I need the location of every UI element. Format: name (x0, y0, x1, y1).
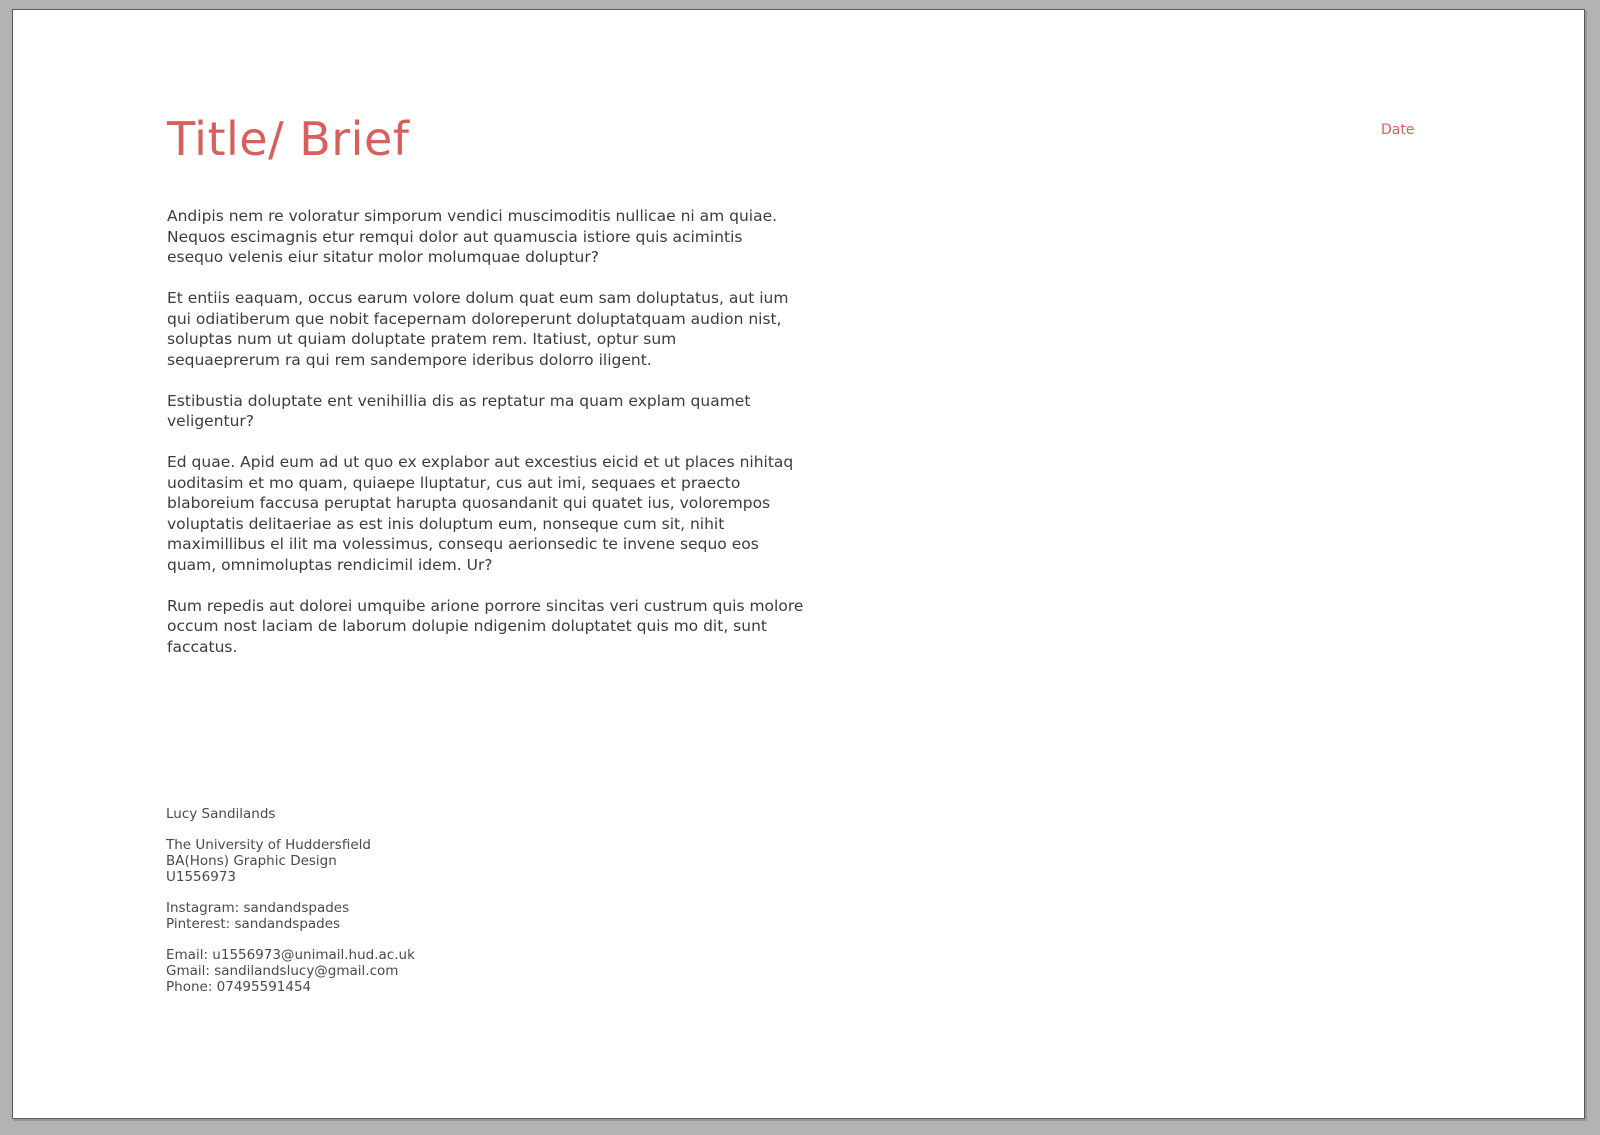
author-name: Lucy Sandilands (166, 806, 276, 822)
university-name: The University of Huddersfield (166, 837, 371, 853)
contact-social-group (166, 900, 566, 932)
contact-details-group (166, 947, 566, 995)
phone-number: Phone: 07495591454 (166, 979, 312, 995)
instagram-handle: Instagram: sandandspades (166, 900, 350, 916)
date-label: Date (1381, 122, 1415, 138)
contact-block (166, 806, 566, 1010)
pinterest-handle: Pinterest: sandandspades (166, 916, 341, 932)
student-id: U1556973 (166, 869, 237, 885)
page-title: Title/ Brief (167, 112, 410, 166)
paragraph-1: Andipis nem re voloratur simporum vendici muscimoditis nullicae ni am quiae. Nequos escimagnis etur remqui dolor aut quamuscia istiore quis acimintis esequo velenis eiur sitatur molor molumquae doluptur? (167, 207, 778, 266)
course-name: BA(Hons) Graphic Design (166, 853, 337, 869)
contact-name-group (166, 806, 566, 822)
contact-education-group (166, 837, 566, 885)
paragraph-3: Estibustia doluptate ent venihillia dis as reptatur ma quam explam quamet veligentur? (167, 391, 751, 430)
email-address: Email: u1556973@unimail.hud.ac.uk (166, 947, 415, 963)
document-page (12, 9, 1585, 1119)
gmail-address: Gmail: sandilandslucy@gmail.com (166, 963, 399, 979)
paragraph-5: Rum repedis aut dolorei umquibe arione porrore sincitas veri custrum quis molore occum nost laciam de laborum dolupie ndigenim doluptatet quis mo dit, sunt faccatus. (167, 596, 804, 656)
body-text (167, 206, 827, 678)
paragraph-2: Et entiis eaquam, occus earum volore dolum quat eum sam doluptatus, aut ium qui odiatiberum que nobit facepernam doloreperunt doluptatquam audion nist, soluptas num ut quiam doluptate pratem rem. Itatiust, optur sum sequaeprerum ra qui rem sandempore ideribus dolorro iligent. (167, 289, 789, 369)
paragraph-4: Ed quae. Apid eum ad ut quo ex explabor aut excestius eicid et ut places nihitaq uoditasim et mo quam, quiaepe lluptatur, cus aut imi, sequaes et praecto blaboreium faccusa peruptat harupta quosandanit qui quatet ius, volorempos voluptatis delitaeriae as est inis doluptum eum, nonseque cum sit, nihit maximillibus el ilit ma volessimus, consequ aerionsedic te invene sequo eos quam, omnimoluptas rendicimil idem. Ur? (167, 453, 794, 574)
